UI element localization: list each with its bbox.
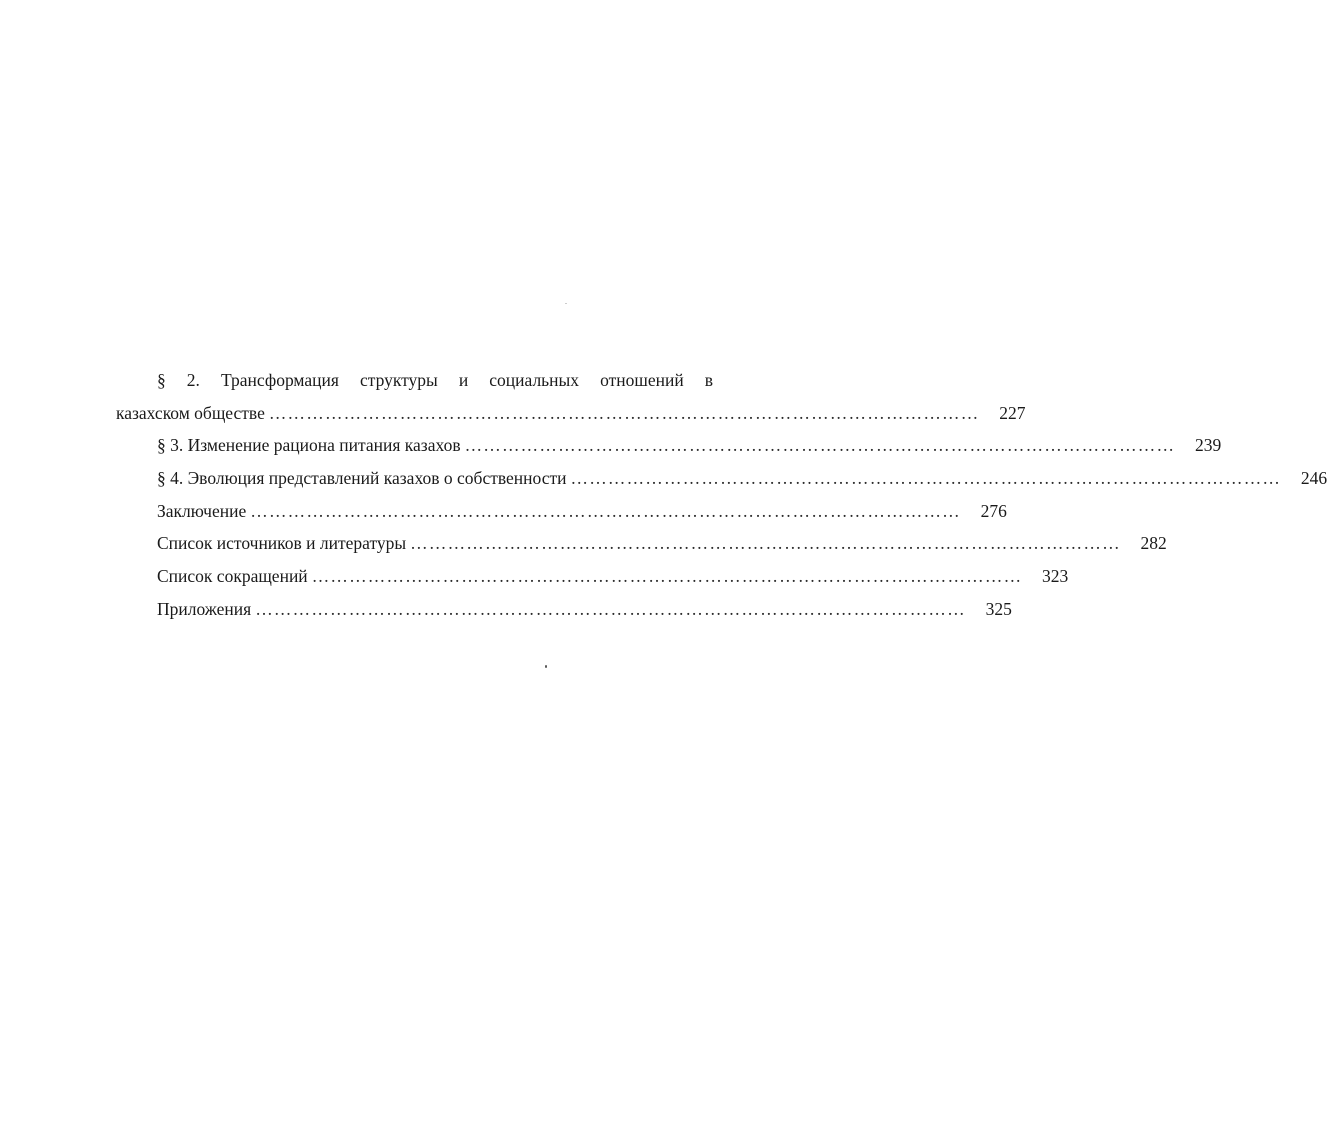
toc-entry-1-title-part-2: казахском обществе	[116, 402, 265, 423]
scan-speck	[565, 303, 567, 304]
toc-entry-1-page: 227	[999, 402, 1026, 423]
toc-entry-2-title: § 3. Изменение рациона питания казахов	[157, 435, 461, 456]
toc-entry-7	[116, 593, 1012, 626]
toc-entry-5	[116, 527, 1167, 560]
toc-entry-4-page: 276	[980, 500, 1007, 521]
toc-entry-2	[116, 429, 1222, 462]
dot-leader: ……………………………………………………………………………………………………	[464, 435, 1176, 456]
toc-entry-1-title-part-1: § 2. Трансформация структуры и социальных отношений в	[157, 370, 713, 390]
toc-entry-3-page: 246	[1300, 468, 1327, 489]
dot-leader: ……………………………………………………………………………………………………	[410, 533, 1121, 554]
toc-entry-1-line-2	[116, 397, 1026, 430]
toc-entry-3	[116, 462, 1327, 495]
toc-entry-6-page: 323	[1042, 566, 1069, 587]
toc-entry-4-title: Заключение	[157, 500, 247, 521]
toc-entry-5-title: Список источников и литературы	[157, 533, 407, 554]
dot-leader: ……………………………………………………………………………………………………	[268, 402, 980, 423]
scan-speck	[545, 665, 547, 668]
toc-entry-7-page: 325	[985, 598, 1012, 619]
dot-leader: ……………………………………………………………………………………………………	[250, 500, 961, 521]
toc-entry-2-page: 239	[1194, 435, 1222, 456]
dot-leader: ……………………………………………………………………………………………………	[570, 468, 1282, 489]
toc-entry-4	[116, 495, 1007, 528]
table-of-contents	[116, 364, 1327, 626]
toc-entry-6-title: Список сокращений	[157, 566, 308, 587]
dot-leader: ……………………………………………………………………………………………………	[255, 598, 966, 619]
toc-entry-1-line-1	[157, 364, 713, 397]
toc-entry-3-title: § 4. Эволюция представлений казахов о собственности	[157, 468, 567, 489]
toc-entry-7-title: Приложения	[157, 598, 252, 619]
toc-entry-6	[116, 560, 1069, 593]
dot-leader: ……………………………………………………………………………………………………	[311, 566, 1023, 587]
toc-entry-5-page: 282	[1140, 533, 1167, 554]
